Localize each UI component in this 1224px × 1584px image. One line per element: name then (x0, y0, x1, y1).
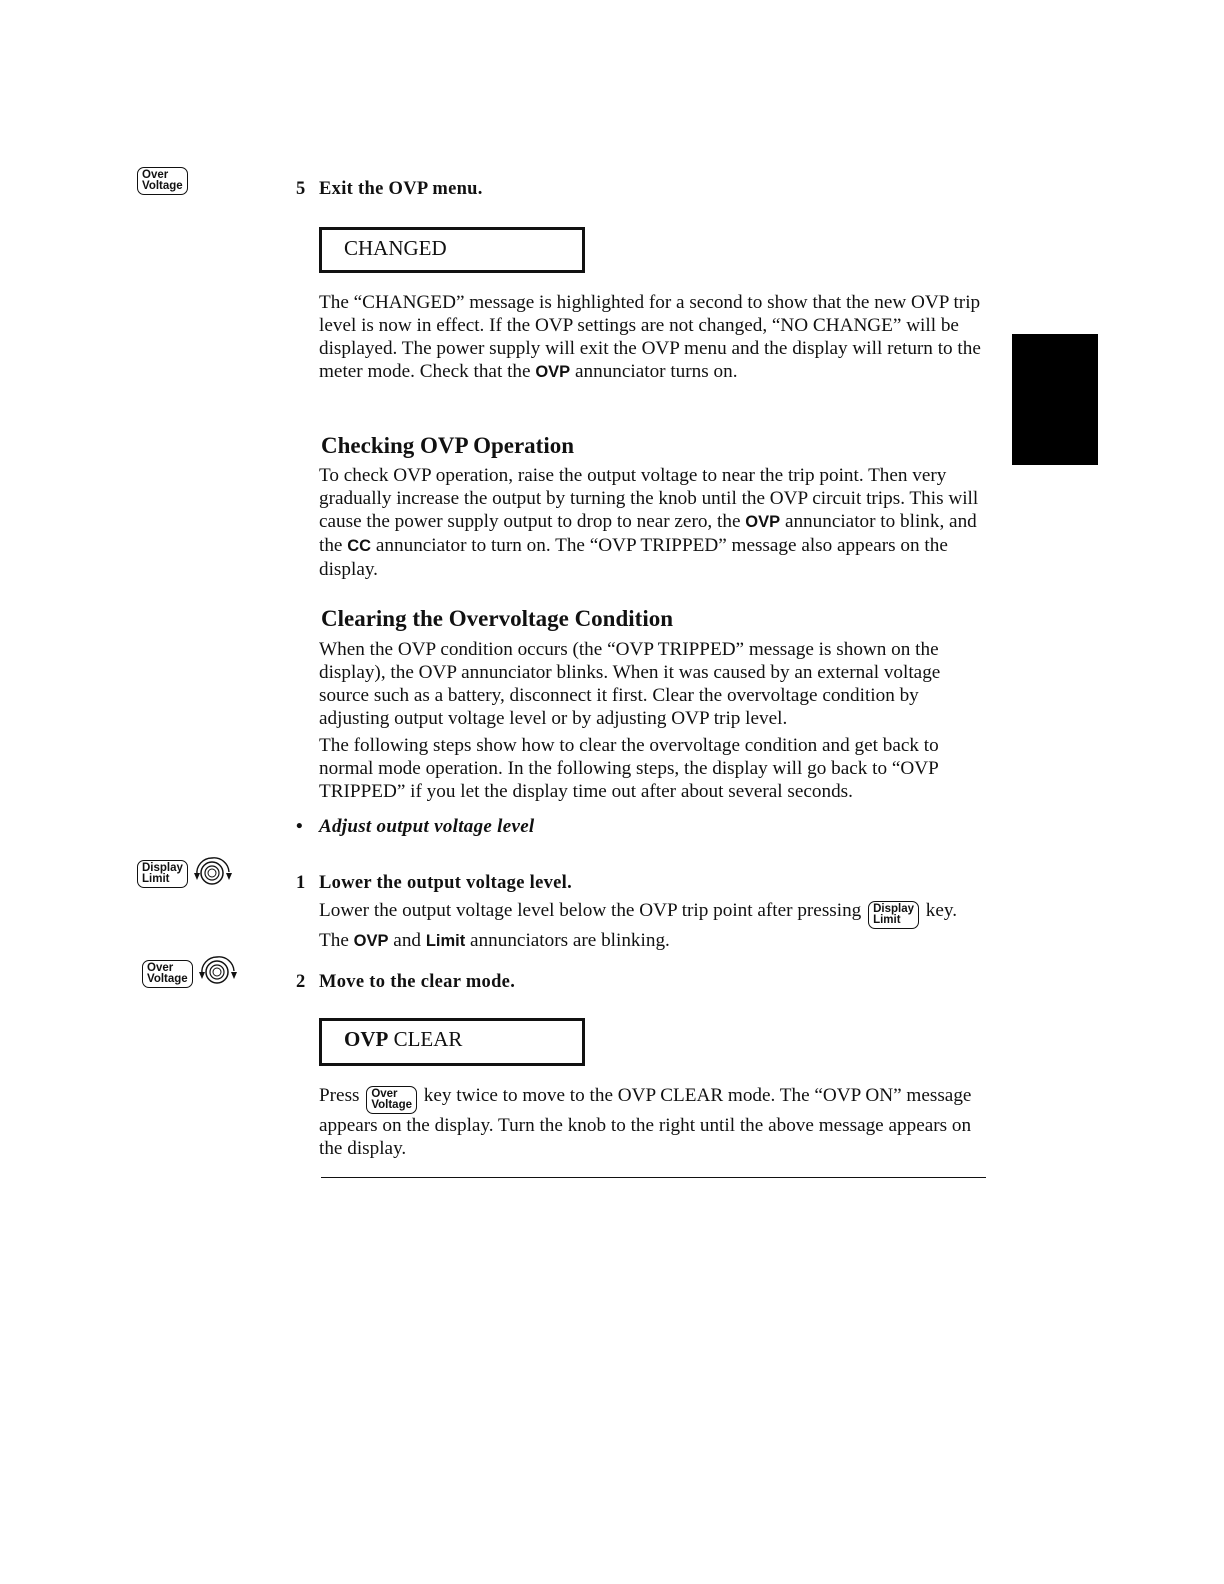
key-label-top: Display (142, 862, 183, 874)
text-run: annunciator to turn on. The “OVP TRIPPED” message also appears on the display. (319, 535, 948, 580)
bullet-marker: • (296, 816, 303, 837)
clearing-paragraph-2: The following steps show how to clear the overvoltage condition and get back to normal mode operation. In the following steps, the display will go back to “OVP TRIPPED” if you let the display time out after about several seconds. (319, 735, 939, 802)
knob-icon (191, 855, 237, 889)
text-run: The “CHANGED” message is highlighted for a second to show that the new OVP trip level is now in effect. If the OVP settings are not changed, “NO CHANGE” will be displayed. The power supply will exit the OVP menu and the display will return to the meter mode. Check that the (319, 292, 981, 382)
chapter-tab-marker (1012, 334, 1098, 465)
step-label: Lower the output voltage level. (319, 873, 573, 893)
step-1-description (319, 899, 987, 953)
over-voltage-key-icon (142, 960, 193, 988)
annunciator-ovp: OVP (353, 932, 389, 950)
text-run: key. The (319, 900, 958, 951)
checking-ovp-paragraph (319, 464, 987, 581)
step-1-heading (296, 873, 696, 897)
text-run: key twice to move to the OVP CLEAR mode. The “OVP ON” message appears on the display. Turn the knob to the right until the above message appears on the display. (319, 1085, 972, 1159)
key-label-bottom: Voltage (147, 973, 188, 985)
step-label: Exit the OVP menu. (319, 179, 483, 199)
display-box-changed (319, 227, 585, 273)
clearing-paragraph-1: When the OVP condition occurs (the “OVP TRIPPED” message is shown on the display), the OVP annunciator blinks. When it was caused by an external voltage source such as a battery, disconnect it first. Clear the overvoltage condition by adjusting output voltage level or by adjusting OVP trip level. (319, 639, 941, 729)
key-label-bottom: Limit (873, 914, 901, 926)
text-run: Press (319, 1085, 365, 1106)
annunciator-cc: CC (347, 537, 372, 555)
step-5-heading (296, 179, 696, 203)
press-description (319, 1084, 987, 1160)
display-text (344, 1027, 462, 1052)
step-number: 5 (296, 179, 306, 199)
section-heading-clearing: Clearing the Overvoltage Condition (321, 606, 673, 631)
annunciator-ovp: OVP (745, 513, 781, 531)
knob-icon (196, 954, 242, 988)
display-text-rest: CLEAR (388, 1027, 463, 1051)
step-label: Move to the clear mode. (319, 972, 516, 992)
display-box-ovp-clear (319, 1018, 585, 1066)
key-label-top: Over (371, 1088, 398, 1100)
step-number: 1 (296, 873, 306, 893)
text-run: annunciators are blinking. (465, 930, 670, 951)
display-limit-key-icon (137, 860, 188, 888)
over-voltage-key-icon (137, 167, 188, 195)
display-text: CHANGED (344, 236, 447, 260)
step-2-heading (296, 972, 696, 996)
text-run: Lower the output voltage level below the OVP trip point after pressing (319, 900, 867, 921)
text-run: and (388, 930, 426, 951)
key-label-top: Display (873, 903, 914, 915)
bullet-text: Adjust output voltage level (319, 816, 535, 837)
section-heading-checking-ovp: Checking OVP Operation (321, 433, 575, 458)
text-run: To check OVP operation, raise the output voltage to near the trip point. Then very gradually increase the output by turning the knob until the OVP circuit trips. This will cause the power supply output to drop to near zero, the (319, 465, 979, 532)
text-run: annunciator turns on. (570, 361, 738, 382)
changed-description (319, 291, 987, 384)
annunciator-ovp: OVP (535, 363, 571, 381)
key-label-bottom: Limit (142, 873, 170, 885)
step-number: 2 (296, 972, 306, 992)
display-limit-key-icon (868, 901, 919, 929)
display-text-bold: OVP (344, 1027, 389, 1051)
key-label-bottom: Voltage (371, 1099, 412, 1111)
annunciator-limit: Limit (425, 932, 466, 950)
key-label-top: Over (147, 962, 174, 974)
bottom-divider (321, 1177, 986, 1178)
key-label-top: Over (142, 169, 169, 181)
text-run: annunciator to blink, and the (319, 511, 977, 556)
key-label-bottom: Voltage (142, 180, 183, 192)
over-voltage-key-icon (366, 1086, 417, 1114)
